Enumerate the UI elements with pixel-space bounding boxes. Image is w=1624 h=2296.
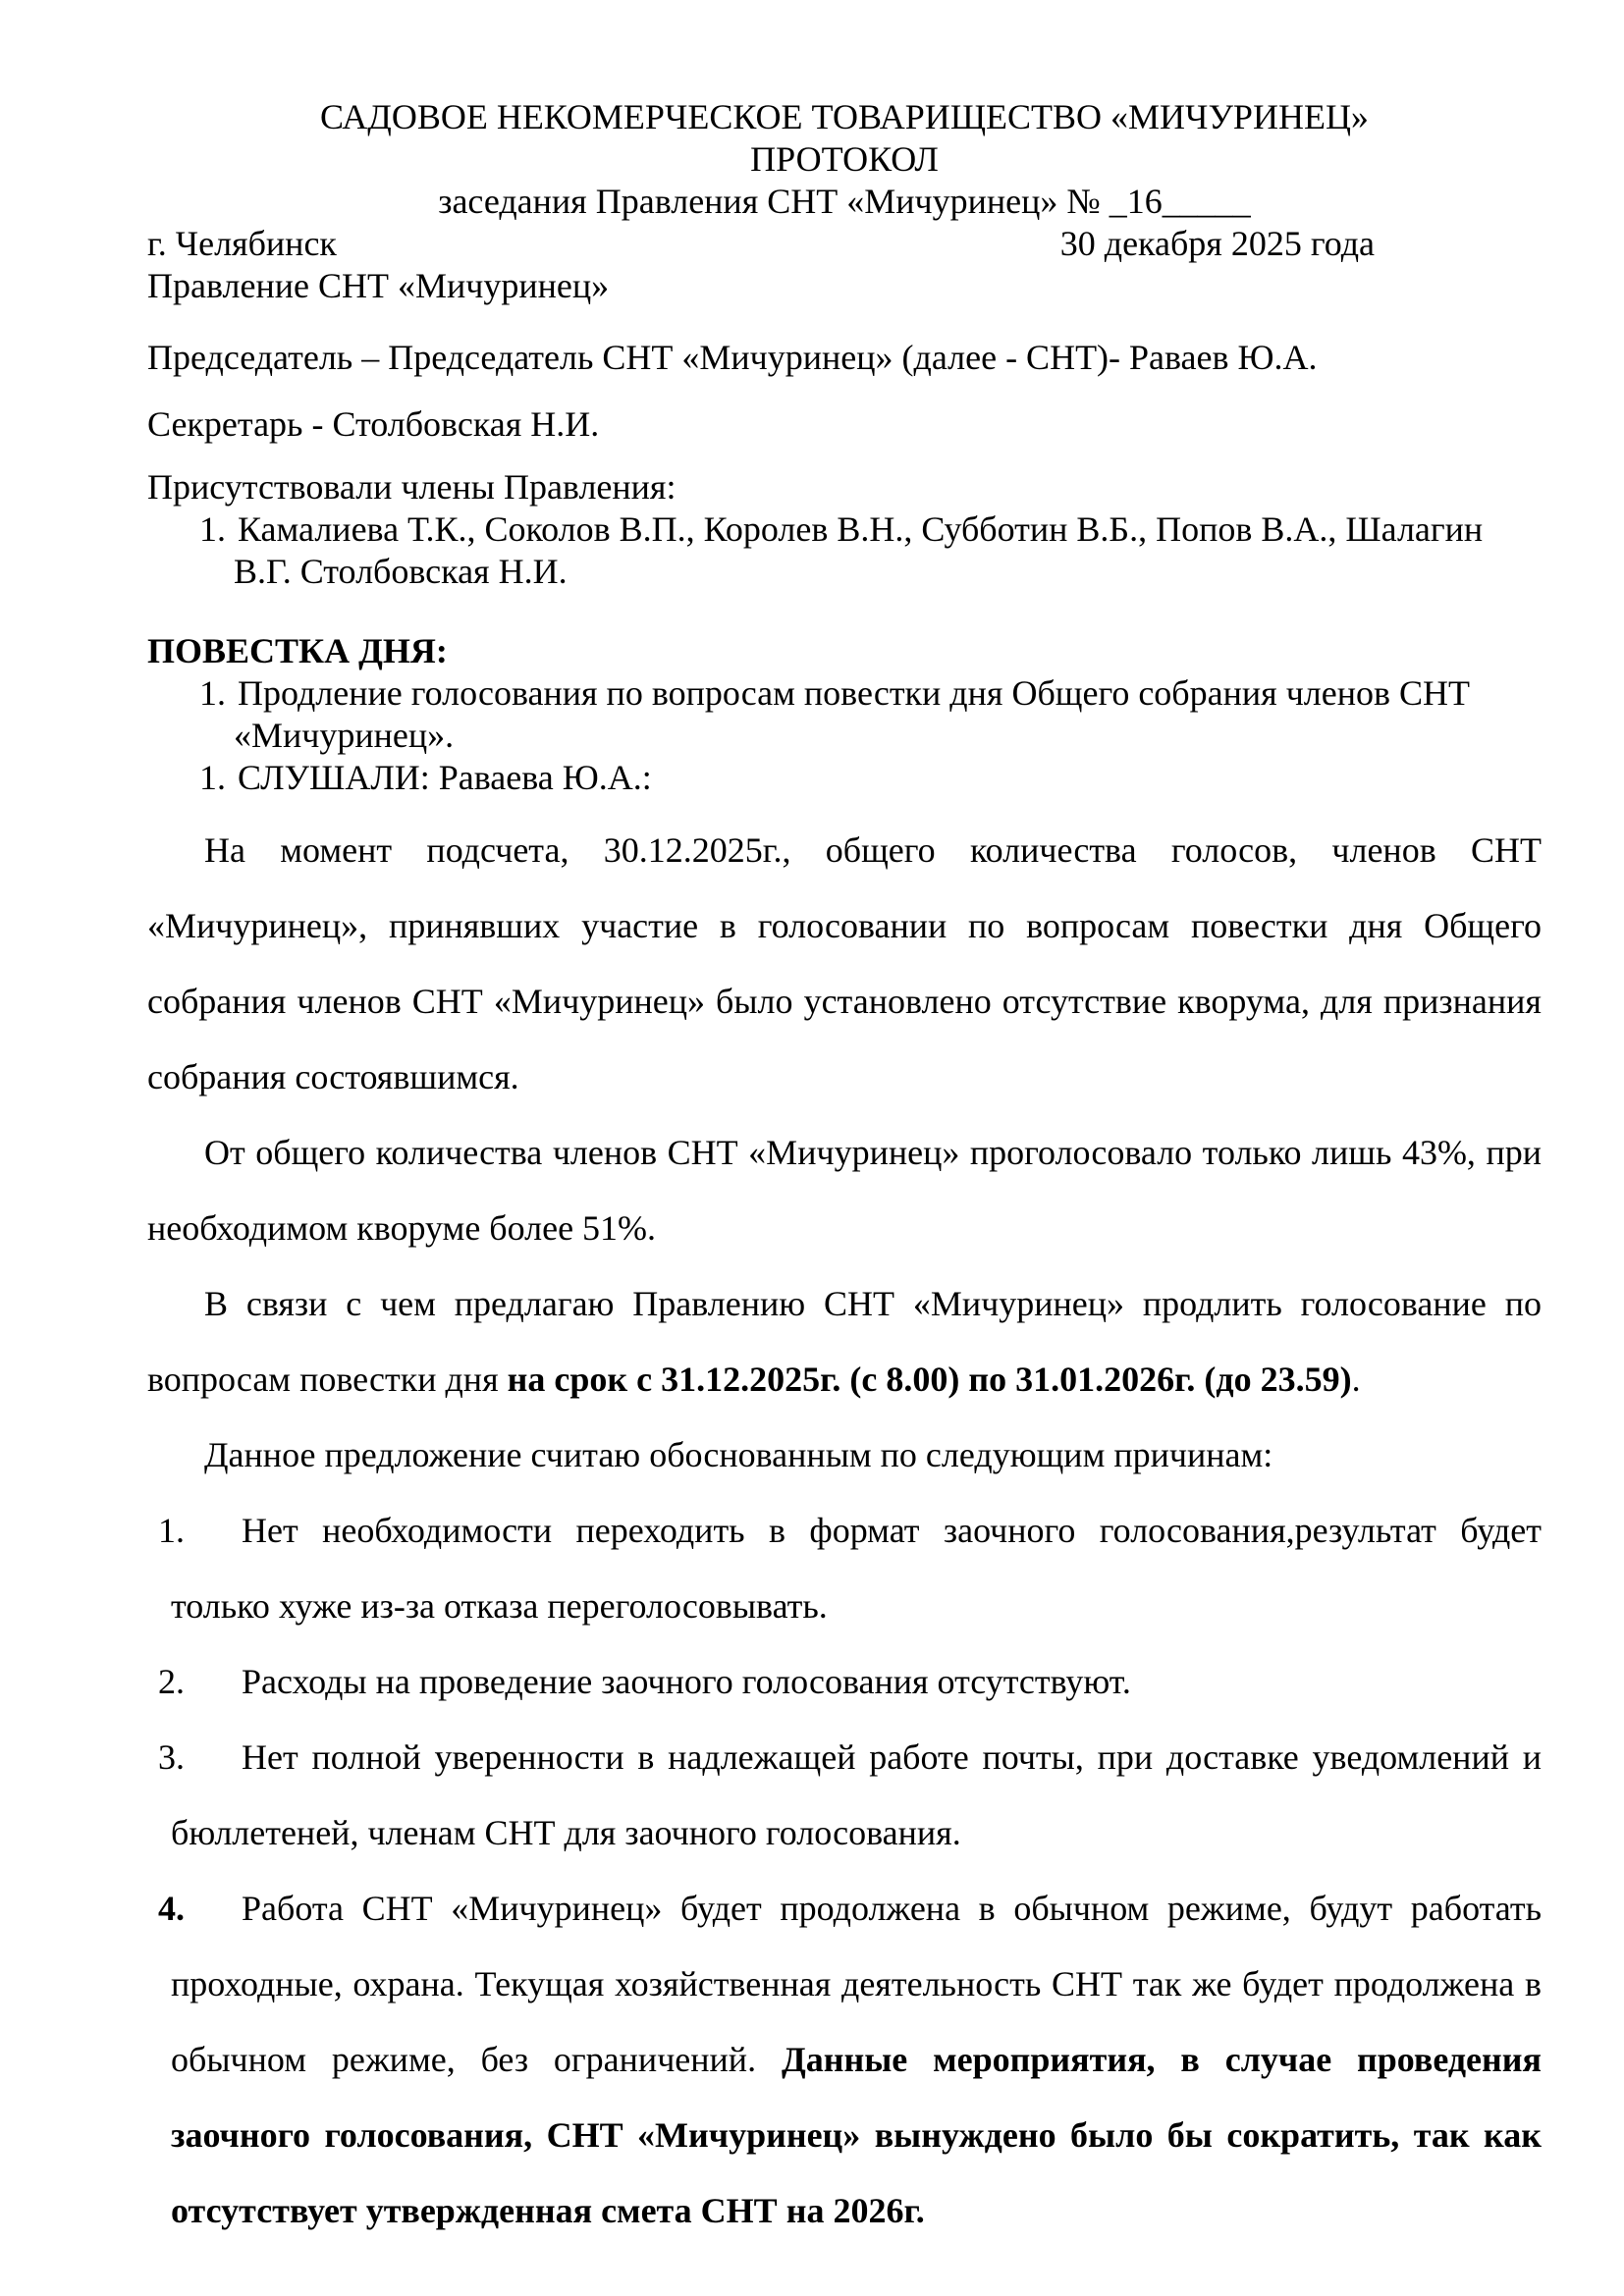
heard-text: СЛУШАЛИ: Раваева Ю.А.: (238, 758, 652, 797)
paragraph-quorum: На момент подсчета, 30.12.2025г., общего количества голосов, членов СНТ «Мичуринец», принявших участие в голосовании по вопросам повестки дня Общего собрания членов СНТ «Мичуринец» было установлено отсутствие кворума, для признания собрания состоявшимся. (147, 830, 1542, 1096)
reason-4-text-bold: Данные мероприятия, в случае проведения заочного голосования, СНТ «Мичуринец» вынуждено было бы сократить, так как отсутствует утвержденная смета СНТ на 2026г. (171, 2040, 1542, 2230)
doc-subtitle: заседания Правления СНТ «Мичуринец» № _16_____ (438, 182, 1251, 221)
reason-2-number: 2. (158, 1662, 185, 1701)
reason-4-text-normal: Работа СНТ «Мичуринец» будет продолжена в обычном режиме, будут работать проходные, охрана. Текущая хозяйственная деятельность СНТ так же будет продолжена в обычном режиме, без ограничений. (171, 1889, 1542, 2079)
reason-item-2 (147, 1644, 1542, 1720)
attendees-list-number: 1. (199, 509, 226, 549)
reason-3-text: Нет полной уверенности в надлежащей работе почты, при доставке уведомлений и бюллетеней, членам СНТ для заочного голосования. (171, 1737, 1542, 1852)
reason-4-number: 4. (158, 1889, 185, 1928)
agenda-list-item (147, 672, 1542, 757)
reason-2-text: Расходы на проведение заочного голосования отсутствуют. (242, 1662, 1131, 1701)
date-label: 30 декабря 2025 года (1059, 224, 1375, 263)
proposal-text-tail: . (1351, 1360, 1361, 1399)
reason-item-4 (147, 1871, 1542, 2249)
heard-line (147, 757, 1542, 799)
attendees-list-text: Камалиева Т.К., Соколов В.П., Королев В.Н., Субботин В.Б., Попов В.А., Шалагин В.Г. Столбовская Н.И. (234, 509, 1484, 591)
reason-1-number: 1. (158, 1511, 185, 1550)
agenda-heading: ПОВЕСТКА ДНЯ: (147, 631, 448, 670)
reason-item-3 (147, 1720, 1542, 1871)
proposal-text-bold: на срок с 31.12.2025г. (с 8.00) по 31.01.2026г. (до 23.59) (507, 1360, 1352, 1399)
reason-3-number: 3. (158, 1737, 185, 1777)
paragraph-reasons-intro: Данное предложение считаю обоснованным по следующим причинам: (204, 1435, 1273, 1474)
reason-item-1 (147, 1493, 1542, 1644)
proposal-text-normal: В связи с чем предлагаю Правлению СНТ «Мичуринец» продлить голосование по вопросам повестки дня (147, 1284, 1542, 1399)
body-section (147, 813, 1542, 2249)
board-line: Правление СНТ «Мичуринец» (147, 266, 610, 305)
attendees-list-item (147, 508, 1542, 593)
reason-1-text: Нет необходимости переходить в формат заочного голосования,результат будет только хуже из-за отказа переголосовывать. (171, 1511, 1542, 1626)
attendees-heading: Присутствовали члены Правления: (147, 467, 677, 507)
secretary-line: Секретарь - Столбовская Н.И. (147, 404, 600, 444)
agenda-list-number: 1. (199, 673, 226, 713)
heard-number: 1. (199, 758, 226, 797)
agenda-list-text: Продление голосования по вопросам повестки дня Общего собрания членов СНТ «Мичуринец». (234, 673, 1471, 755)
doc-type-title: ПРОТОКОЛ (750, 139, 939, 179)
paragraph-proposal (147, 1266, 1542, 1417)
org-title: САДОВОЕ НЕКОМЕРЧЕСКОЕ ТОВАРИЩЕСТВО «МИЧУРИНЕЦ» (320, 97, 1369, 136)
city-date-row (147, 223, 1542, 265)
chairman-line: Председатель – Председатель СНТ «Мичуринец» (далее - СНТ)- Раваев Ю.А. (147, 338, 1318, 377)
paragraph-percent: От общего количества членов СНТ «Мичуринец» проголосовало только лишь 43%, при необходимом кворуме более 51%. (147, 1133, 1542, 1248)
city-label: г. Челябинск (147, 224, 337, 263)
